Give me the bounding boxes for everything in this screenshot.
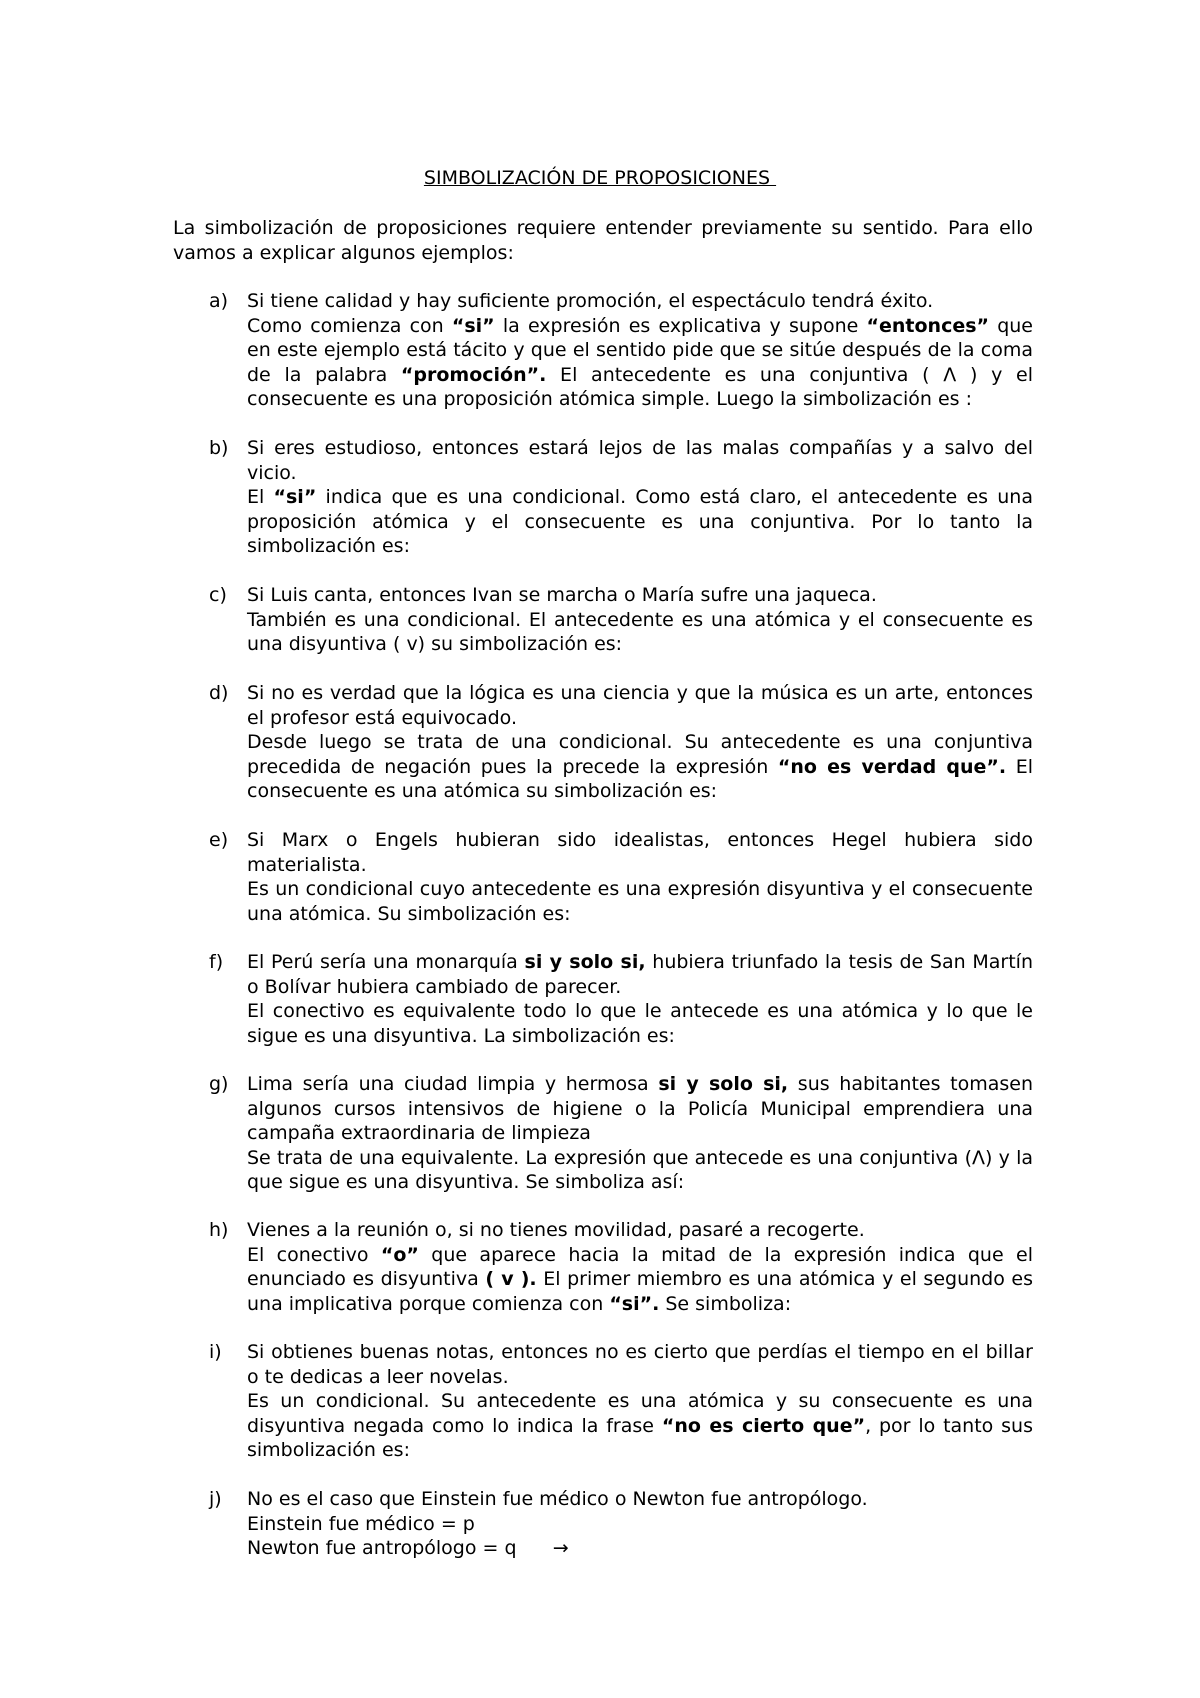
example-explanation: Es un condicional. Su antecedente es una atómica y su consecuente es una disyuntiva negada como lo indica la frase “no es cierto que”, por lo tanto sus simbolización es: [247, 1390, 1033, 1461]
item-marker: i) [209, 1341, 222, 1363]
item-marker: b) [209, 437, 229, 459]
example-item-e [209, 828, 1033, 926]
example-item-j [209, 1487, 1033, 1561]
example-explanation: El conectivo es equivalente todo lo que le antecede es una atómica y lo que le sigue es una disyuntiva. La simbolización es: [247, 1000, 1033, 1047]
item-marker: c) [209, 584, 227, 606]
item-marker: a) [209, 290, 229, 312]
example-explanation: Es un condicional cuyo antecedente es una expresión disyuntiva y el consecuente una atómica. Su simbolización es: [247, 878, 1033, 925]
variable-assignment-q: Newton fue antropólogo = q → [247, 1537, 569, 1559]
example-item-g [209, 1072, 1033, 1195]
page-title: SIMBOLIZACIÓN DE PROPOSICIONES [423, 167, 777, 189]
intro-paragraph: La simbolización de proposiciones requiere entender previamente su sentido. Para ello vamos a explicar algunos ejemplos: [173, 217, 1033, 264]
example-statement: Si tiene calidad y hay suficiente promoción, el espectáculo tendrá éxito. [247, 290, 934, 312]
example-item-b [209, 436, 1033, 559]
variable-assignment-p: Einstein fue médico = p [247, 1512, 475, 1535]
item-marker: h) [209, 1219, 229, 1241]
example-statement: Si eres estudioso, entonces estará lejos de las malas compañías y a salvo del vicio. [247, 437, 1033, 484]
example-item-i [209, 1340, 1033, 1463]
example-statement: Si Marx o Engels hubieran sido idealistas, entonces Hegel hubiera sido materialista. [247, 829, 1033, 876]
example-explanation: Como comienza con “si” la expresión es explicativa y supone “entonces” que en este ejemplo está tácito y que el sentido pide que se sitúe después de la coma de la palabra “promoción”. El antecedente es una conjuntiva ( Λ ) y el consecuente es una proposición atómica simple. Luego la simbolización es : [247, 314, 1033, 410]
example-item-h [209, 1218, 1033, 1316]
example-statement: El Perú sería una monarquía si y solo si, hubiera triunfado la tesis de San Martín o Bolívar hubiera cambiado de parecer. [247, 951, 1033, 998]
item-marker: j) [209, 1488, 222, 1510]
example-explanation: El conectivo “o” que aparece hacia la mitad de la expresión indica que el enunciado es disyuntiva ( v ). El primer miembro es una atómica y el segundo es una implicativa porque comienza con “si”. Se simboliza: [247, 1243, 1034, 1315]
example-statement: Si obtienes buenas notas, entonces no es cierto que perdías el tiempo en el billar o te dedicas a leer novelas. [247, 1341, 1033, 1388]
example-statement: Lima sería una ciudad limpia y hermosa si y solo si, sus habitantes tomasen algunos cursos intensivos de higiene o la Policía Municipal emprendiera una campaña extraordinaria de limpieza [247, 1073, 1033, 1144]
item-marker: e) [209, 829, 229, 851]
example-statement: No es el caso que Einstein fue médico o Newton fue antropólogo. [247, 1488, 868, 1510]
example-item-f [209, 950, 1033, 1048]
item-marker: f) [209, 951, 224, 973]
example-item-d [209, 681, 1033, 804]
item-marker: d) [209, 682, 229, 704]
example-statement: Si Luis canta, entonces Ivan se marcha o María sufre una jaqueca. [247, 584, 877, 606]
example-explanation: También es una condicional. El antecedente es una atómica y el consecuente es una disyuntiva ( v) su simbolización es: [247, 608, 1033, 655]
example-statement: Vienes a la reunión o, si no tienes movilidad, pasaré a recogerte. [247, 1219, 865, 1241]
example-explanation: Se trata de una equivalente. La expresión que antecede es una conjuntiva (Λ) y la que sigue es una disyuntiva. Se simboliza así: [247, 1146, 1033, 1193]
example-explanation: Desde luego se trata de una condicional. Su antecedente es una conjuntiva precedida de negación pues la precede la expresión “no es verdad que”. El consecuente es una atómica su simbolización es: [247, 731, 1033, 802]
example-explanation: El “si” indica que es una condicional. Como está claro, el antecedente es una proposición atómica y el consecuente es una conjuntiva. Por lo tanto la simbolización es: [247, 486, 1033, 557]
example-item-c [209, 583, 1033, 657]
item-marker: g) [209, 1073, 229, 1095]
example-item-a [209, 289, 1033, 412]
example-statement: Si no es verdad que la lógica es una ciencia y que la música es un arte, entonces el profesor está equivocado. [247, 682, 1033, 729]
